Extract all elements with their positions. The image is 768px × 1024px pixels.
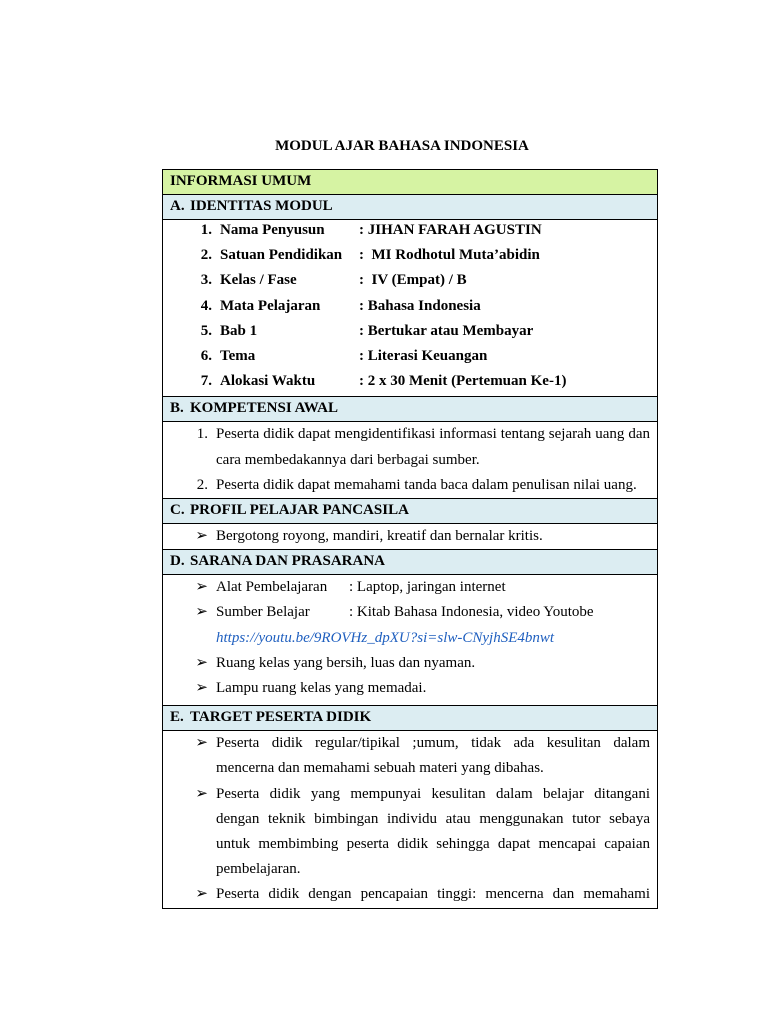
identity-label: Tema [220, 347, 256, 364]
identity-value: : Literasi Keuangan [359, 347, 488, 364]
arrow-bullet-icon: ➢ [195, 604, 208, 621]
list-item [170, 600, 650, 650]
section-c-letter: C. [170, 501, 185, 518]
list-value: : Laptop, jaringan internet [349, 579, 506, 596]
list-text: Lampu ruang kelas yang memadai. [216, 679, 427, 696]
list-item [170, 731, 650, 781]
section-e-body [163, 731, 657, 908]
identity-value: : MI Rodhotul Muta’abidin [359, 247, 540, 264]
list-value: : Kitab Bahasa Indonesia, video Youtobe [349, 604, 594, 621]
list-text: Ruang kelas yang bersih, luas dan nyaman. [216, 654, 476, 671]
identity-value: : IV (Empat) / B [359, 272, 467, 289]
info-header: INFORMASI UMUM [163, 170, 657, 195]
identity-row [170, 296, 650, 321]
identity-value: : Bertukar atau Membayar [359, 322, 534, 339]
section-e-heading: TARGET PESERTA DIDIK [190, 709, 372, 726]
identity-label: Satuan Pendidikan [220, 247, 343, 264]
list-text: Bergotong royong, mandiri, kreatif dan bernalar kritis. [216, 527, 543, 544]
arrow-bullet-icon: ➢ [195, 735, 208, 752]
list-item [170, 676, 650, 701]
section-c-heading: PROFIL PELAJAR PANCASILA [190, 501, 409, 518]
list-item [170, 882, 650, 907]
section-b-header [163, 397, 657, 422]
section-a-letter: A. [170, 198, 185, 214]
youtube-link[interactable]: https://youtu.be/9ROVHz_dpXU?si=slw-CNyjhSE4bnwt [216, 629, 555, 646]
identity-label: Nama Penyusun [220, 222, 325, 238]
identity-value: : Bahasa Indonesia [359, 297, 481, 314]
list-text: Peserta didik regular/tipikal ;umum, tidak ada kesulitan dalam mencerna dan memahami sebuah materi yang dibahas. [216, 735, 650, 777]
list-text: Peserta didik dapat memahami tanda baca dalam penulisan nilai uang. [216, 476, 637, 493]
list-item [170, 651, 650, 676]
identity-label: Alokasi Waktu [220, 373, 316, 390]
identity-num: 2. [200, 247, 212, 264]
arrow-bullet-icon: ➢ [195, 654, 208, 671]
identity-label: Mata Pelajaran [220, 297, 321, 314]
list-number: 1. [196, 426, 208, 443]
section-b-body [163, 422, 657, 499]
section-b-letter: B. [170, 400, 184, 417]
identity-row [170, 245, 650, 270]
identity-label: Kelas / Fase [220, 272, 297, 289]
list-text: Peserta didik dengan pencapaian tinggi: mencerna dan memahami [216, 886, 650, 903]
list-item [170, 575, 650, 600]
identity-row [170, 371, 650, 396]
identity-row [170, 346, 650, 371]
identity-num: 3. [200, 272, 212, 289]
identity-row [170, 270, 650, 295]
section-d-header [163, 550, 657, 575]
identity-value: : JIHAN FARAH AGUSTIN [359, 222, 542, 238]
arrow-bullet-icon: ➢ [195, 886, 208, 903]
identity-num: 7. [200, 373, 212, 390]
identity-row [170, 220, 650, 245]
section-c-header [163, 499, 657, 524]
identity-num: 4. [200, 297, 212, 314]
arrow-bullet-icon: ➢ [195, 579, 208, 596]
list-item [170, 782, 650, 883]
section-b-heading: KOMPETENSI AWAL [190, 400, 338, 417]
section-e-letter: E. [170, 709, 184, 726]
section-a-heading: IDENTITAS MODUL [190, 198, 333, 214]
section-e-header [163, 706, 657, 731]
arrow-bullet-icon: ➢ [195, 527, 208, 544]
list-item [170, 422, 650, 472]
section-d-body [163, 575, 657, 706]
section-a-header [163, 195, 657, 220]
list-text: Peserta didik yang mempunyai kesulitan dalam belajar ditangani dengan teknik bimbingan individu atau menggunakan tutor sebaya untuk membimbing peserta didik sehingga dapat mencapai capaian pembelajaran. [216, 785, 650, 878]
identity-num: 6. [200, 347, 212, 364]
list-text: Peserta didik dapat mengidentifikasi informasi tentang sejarah uang dan cara membedakannya dari berbagai sumber. [216, 426, 650, 468]
identity-value: : 2 x 30 Menit (Pertemuan Ke-1) [359, 373, 567, 390]
section-d-heading: SARANA DAN PRASARANA [190, 553, 386, 570]
document-title: MODUL AJAR BAHASA INDONESIA [275, 138, 529, 154]
list-number: 2. [196, 476, 208, 493]
list-item [170, 524, 650, 549]
list-label: Alat Pembelajaran [216, 579, 328, 596]
identity-row [170, 321, 650, 346]
list-label: Sumber Belajar [216, 604, 310, 621]
arrow-bullet-icon: ➢ [195, 785, 208, 802]
section-c-body [163, 524, 657, 550]
section-a-body [163, 220, 657, 397]
module-table [162, 169, 658, 909]
identity-label: Bab 1 [220, 322, 258, 339]
arrow-bullet-icon: ➢ [195, 679, 208, 696]
list-item [170, 473, 650, 498]
identity-num: 1. [200, 222, 212, 238]
identity-num: 5. [200, 322, 212, 339]
section-d-letter: D. [170, 553, 185, 570]
